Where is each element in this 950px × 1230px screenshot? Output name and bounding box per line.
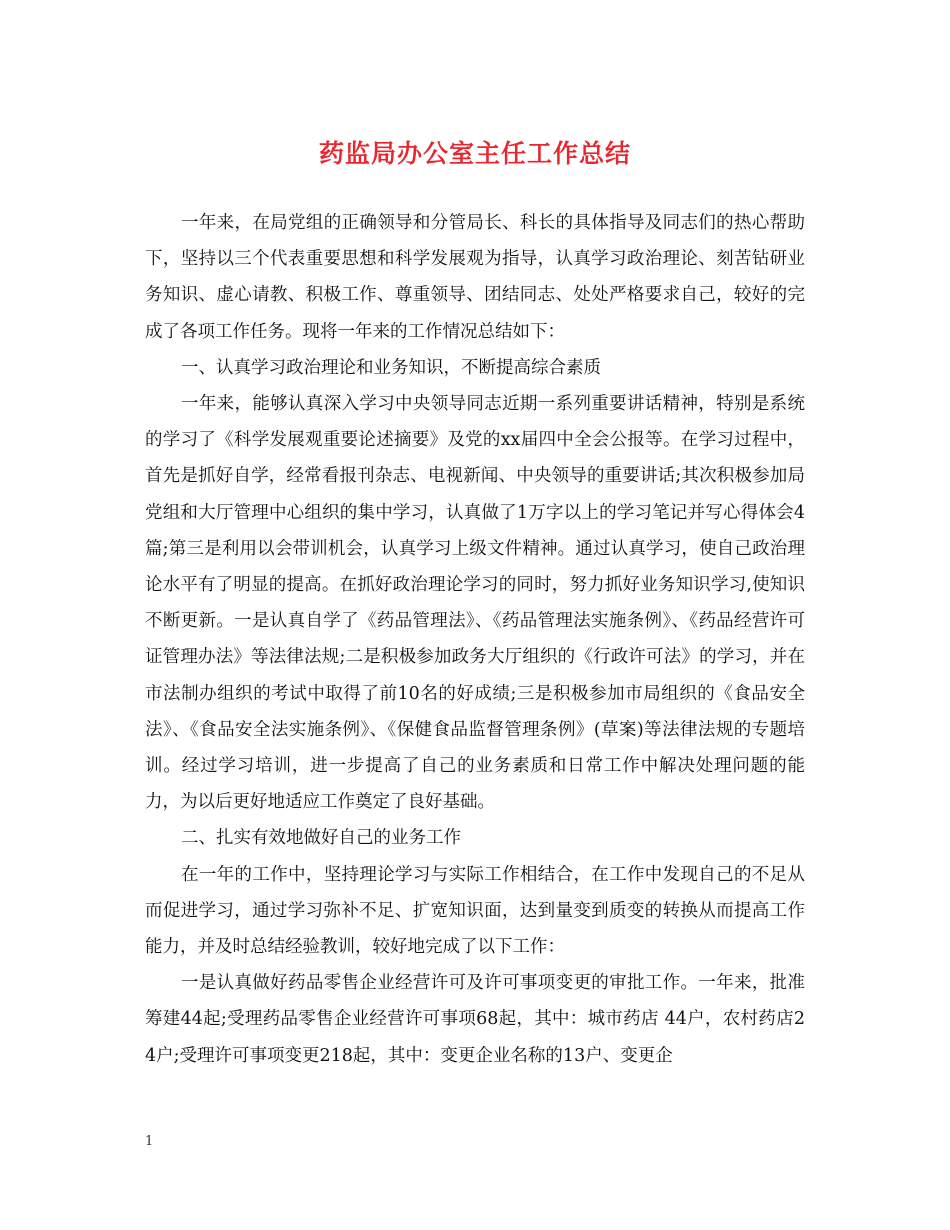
page-number: 1 (145, 1134, 154, 1149)
section-heading-1: 一、认真学习政治理论和业务知识，不断提高综合素质 (181, 357, 601, 378)
section-2-item-1-paragraph: 一是认真做好药品零售企业经营许可及许可事项变更的审批工作。一年来，批准筹建44起;受理药品零售企业经营许可事项68起，其中：城市药店 44户，农村药店24户;受理许可事项变更218起，其中：变更企业名称的13户、变更企 (145, 973, 805, 1066)
section-1-paragraph: 一年来，能够认真深入学习中央领导同志近期一系列重要讲话精神，特别是系统的学习了《科学发展观重要论述摘要》及党的xx届四中全会公报等。在学习过程中，首先是抓好自学，经常看报刊杂志、电视新闻、中央领导的重要讲话;其次积极参加局党组和大厅管理中心组织的集中学习，认真做了1万字以上的学习笔记并写心得体会4 篇;第三是利用以会带训机会，认真学习上级文件精神。通过认真学习，使自己政治理论水平有了明显的提高。在抓好政治理论学习的同时，努力抓好业务知识学习,使知识不断更新。一是认真自学了《药品管理法》、《药品管理法实施条例》、《药品经营许可证管理办法》等法律法规;二是积极参加政务大厅组织的《行政许可法》的学习，并在市法制办组织的考试中取得了前10名的好成绩;三是积极参加市局组织的《食品安全法》、《食品安全法实施条例》、《保健食品监督管理条例》(草案)等法律法规的专题培训。经过学习培训，进一步提高了自己的业务素质和日常工作中解决处理问题的能力，为以后更好地适应工作奠定了良好基础。 (145, 394, 805, 813)
intro-paragraph: 一年来，在局党组的正确领导和分管局长、科长的具体指导及同志们的热心帮助下，坚持以三个代表重要思想和科学发展观为指导，认真学习政治理论、刻苦钻研业务知识、虚心请教、积极工作、尊重领导、团结同志、处处严格要求自己，较好的完成了各项工作任务。现将一年来的工作情况总结如下： (145, 213, 805, 342)
section-2-paragraph: 在一年的工作中，坚持理论学习与实际工作相结合，在工作中发现自己的不足从而促进学习，通过学习弥补不足、扩宽知识面，达到量变到质变的转换从而提高工作能力，并及时总结经验教训，较好地完成了以下工作： (145, 864, 805, 958)
document-body (145, 205, 805, 1074)
document-title: 药监局办公室主任工作总结 (318, 139, 631, 168)
section-heading-2: 二、扎实有效地做好自己的业务工作 (181, 828, 461, 849)
